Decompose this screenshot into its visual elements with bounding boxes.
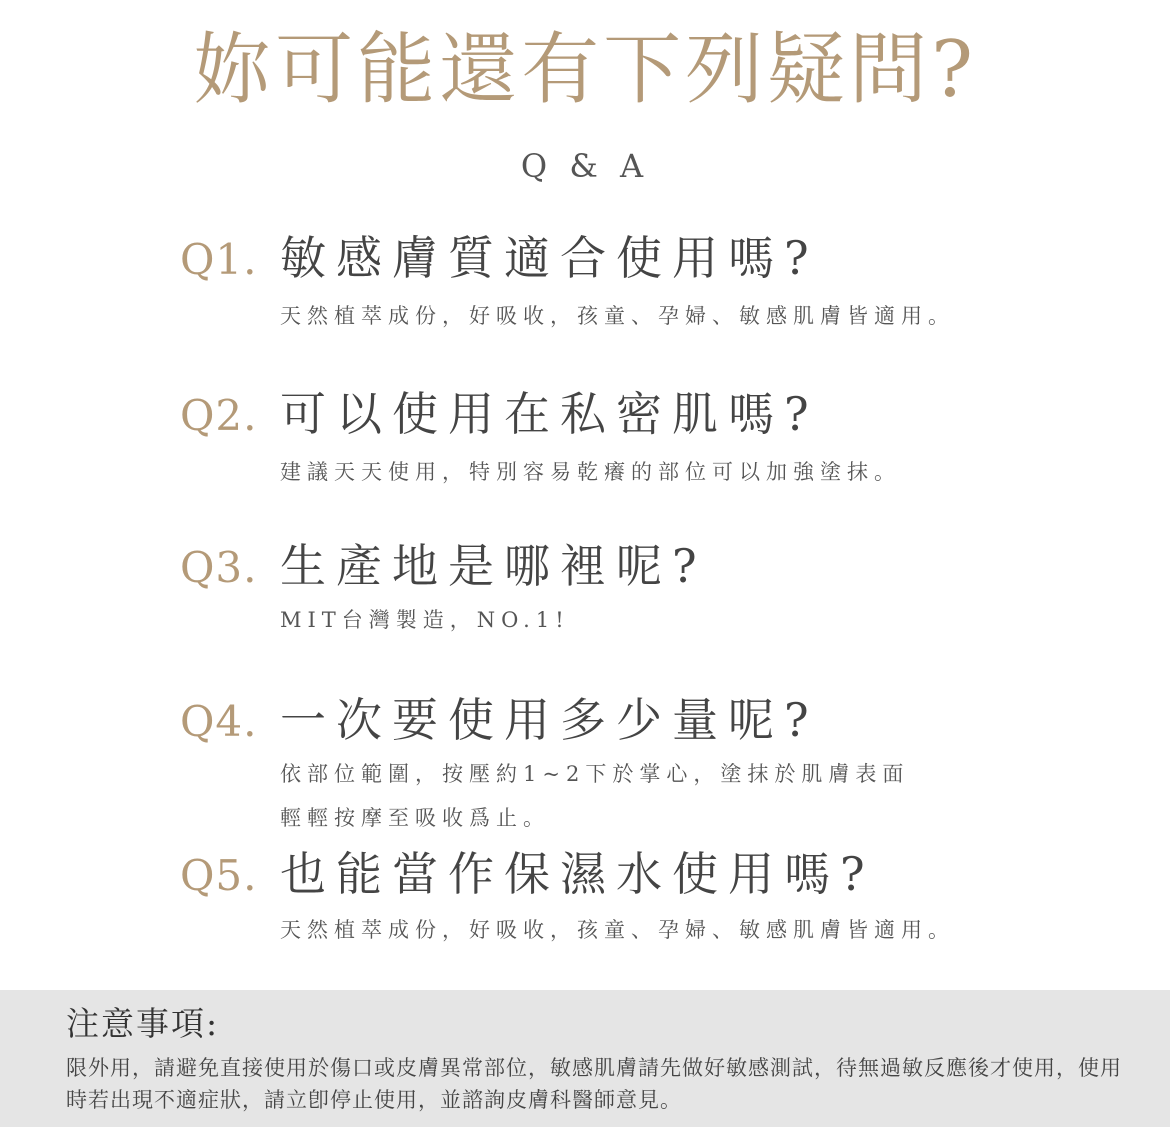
answer-text: MIT台灣製造，NO.1! bbox=[280, 608, 570, 632]
question-text: 一次要使用多少量呢? bbox=[280, 693, 819, 747]
page-subtitle: Q & A bbox=[520, 147, 650, 185]
page-title: 妳可能還有下列疑問? bbox=[193, 25, 977, 115]
question-text: 敏感膚質適合使用嗎? bbox=[280, 231, 819, 285]
question-text: 可以使用在私密肌嗎? bbox=[280, 387, 819, 441]
notice-title: 注意事項: bbox=[66, 1004, 220, 1043]
question-number: Q5. bbox=[180, 851, 258, 900]
question-text: 也能當作保濕水使用嗎? bbox=[280, 847, 875, 901]
question-number: Q3. bbox=[180, 543, 258, 592]
faq-item-1 bbox=[180, 222, 1140, 338]
question-number: Q2. bbox=[180, 391, 258, 440]
faq-item-2 bbox=[180, 378, 1140, 494]
faq-item-5 bbox=[180, 838, 1140, 952]
question-number: Q1. bbox=[180, 235, 258, 284]
faq-item-3 bbox=[180, 530, 1140, 642]
answer-text: 依部位範圍，按壓約1~2下於掌心，塗抹於肌膚表面 輕輕按摩至吸收爲止。 bbox=[280, 762, 910, 830]
answer-text: 天然植萃成份，好吸收，孩童、孕婦、敏感肌膚皆適用。 bbox=[280, 304, 955, 328]
answer-text: 建議天天使用，特別容易乾癢的部位可以加強塗抹。 bbox=[280, 460, 901, 484]
notice-body: 限外用，請避免直接使用於傷口或皮膚異常部位，敏感肌膚請先做好敏感測試，待無過敏反應後才使用，使用時若出現不適症狀，請立卽停止使用，並諮詢皮膚科醫師意見。 bbox=[66, 1056, 1122, 1112]
notice-panel bbox=[0, 990, 1170, 1127]
faq-item-4 bbox=[180, 684, 1140, 840]
question-text: 生產地是哪裡呢? bbox=[280, 539, 707, 593]
question-number: Q4. bbox=[180, 697, 258, 746]
answer-text: 天然植萃成份，好吸收，孩童、孕婦、敏感肌膚皆適用。 bbox=[280, 918, 955, 942]
